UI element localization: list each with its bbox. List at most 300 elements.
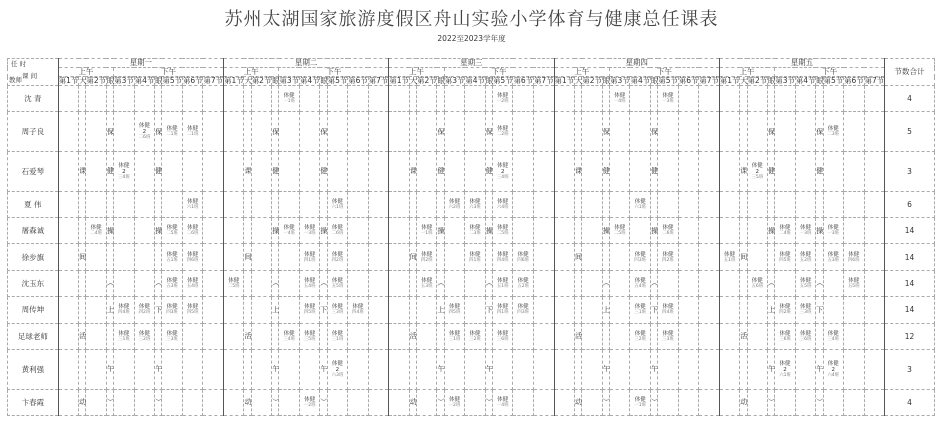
lesson-cell[interactable] xyxy=(844,244,865,270)
schedule-cell[interactable] xyxy=(609,349,630,389)
schedule-cell[interactable] xyxy=(182,349,203,389)
lesson-cell[interactable] xyxy=(630,297,651,323)
schedule-cell[interactable] xyxy=(203,244,224,270)
schedule-cell[interactable] xyxy=(775,389,796,415)
lesson-cell[interactable] xyxy=(465,217,486,243)
schedule-cell[interactable] xyxy=(114,191,135,217)
schedule-cell[interactable] xyxy=(554,270,575,296)
schedule-cell[interactable] xyxy=(844,297,865,323)
schedule-cell[interactable] xyxy=(582,191,603,217)
schedule-cell[interactable] xyxy=(678,217,699,243)
lesson-cell[interactable] xyxy=(823,323,844,349)
schedule-cell[interactable] xyxy=(533,217,554,243)
schedule-cell[interactable] xyxy=(609,389,630,415)
lesson-cell[interactable] xyxy=(327,217,348,243)
lesson-cell[interactable] xyxy=(609,217,630,243)
schedule-cell[interactable] xyxy=(864,112,885,152)
schedule-cell[interactable] xyxy=(416,297,437,323)
schedule-cell[interactable] xyxy=(444,270,465,296)
schedule-cell[interactable] xyxy=(251,389,272,415)
schedule-cell[interactable] xyxy=(162,86,183,112)
schedule-cell[interactable] xyxy=(389,323,410,349)
lesson-cell[interactable] xyxy=(795,270,816,296)
schedule-cell[interactable] xyxy=(844,349,865,389)
schedule-cell[interactable] xyxy=(251,112,272,152)
schedule-cell[interactable] xyxy=(114,349,135,389)
schedule-cell[interactable] xyxy=(699,244,720,270)
lesson-cell[interactable] xyxy=(134,323,155,349)
schedule-cell[interactable] xyxy=(658,389,679,415)
schedule-cell[interactable] xyxy=(251,86,272,112)
schedule-cell[interactable] xyxy=(348,244,369,270)
teacher-name[interactable]: 卞春霞 xyxy=(8,389,59,415)
schedule-cell[interactable] xyxy=(554,86,575,112)
teacher-name[interactable]: 足球老师 xyxy=(8,323,59,349)
teacher-name[interactable]: 周传坤 xyxy=(8,297,59,323)
schedule-cell[interactable] xyxy=(844,389,865,415)
schedule-cell[interactable] xyxy=(327,86,348,112)
lesson-cell[interactable] xyxy=(327,191,348,217)
lesson-cell[interactable] xyxy=(114,151,135,191)
schedule-cell[interactable] xyxy=(747,244,768,270)
schedule-cell[interactable] xyxy=(554,297,575,323)
schedule-cell[interactable] xyxy=(389,86,410,112)
schedule-cell[interactable] xyxy=(554,112,575,152)
schedule-cell[interactable] xyxy=(182,86,203,112)
schedule-cell[interactable] xyxy=(699,151,720,191)
schedule-cell[interactable] xyxy=(747,297,768,323)
schedule-cell[interactable] xyxy=(864,323,885,349)
schedule-cell[interactable] xyxy=(86,389,107,415)
schedule-cell[interactable] xyxy=(114,244,135,270)
schedule-cell[interactable] xyxy=(58,191,79,217)
schedule-cell[interactable] xyxy=(58,112,79,152)
lesson-cell[interactable] xyxy=(327,297,348,323)
schedule-cell[interactable] xyxy=(513,389,534,415)
schedule-cell[interactable] xyxy=(678,244,699,270)
schedule-cell[interactable] xyxy=(719,191,740,217)
schedule-cell[interactable] xyxy=(795,151,816,191)
schedule-cell[interactable] xyxy=(582,297,603,323)
schedule-cell[interactable] xyxy=(582,217,603,243)
schedule-cell[interactable] xyxy=(134,191,155,217)
schedule-cell[interactable] xyxy=(416,151,437,191)
schedule-cell[interactable] xyxy=(582,389,603,415)
schedule-cell[interactable] xyxy=(223,297,244,323)
schedule-cell[interactable] xyxy=(864,244,885,270)
lesson-cell[interactable] xyxy=(416,244,437,270)
schedule-cell[interactable] xyxy=(416,112,437,152)
schedule-cell[interactable] xyxy=(513,86,534,112)
lesson-cell[interactable] xyxy=(182,297,203,323)
schedule-cell[interactable] xyxy=(719,297,740,323)
lesson-cell[interactable] xyxy=(114,323,135,349)
lesson-cell[interactable] xyxy=(299,217,320,243)
schedule-cell[interactable] xyxy=(533,323,554,349)
lesson-cell[interactable] xyxy=(162,244,183,270)
schedule-cell[interactable] xyxy=(554,151,575,191)
lesson-cell[interactable] xyxy=(299,323,320,349)
schedule-cell[interactable] xyxy=(513,349,534,389)
schedule-cell[interactable] xyxy=(609,112,630,152)
schedule-cell[interactable] xyxy=(864,86,885,112)
schedule-cell[interactable] xyxy=(609,297,630,323)
lesson-cell[interactable] xyxy=(182,270,203,296)
schedule-cell[interactable] xyxy=(844,112,865,152)
schedule-cell[interactable] xyxy=(747,191,768,217)
lesson-cell[interactable] xyxy=(465,244,486,270)
schedule-cell[interactable] xyxy=(203,389,224,415)
schedule-cell[interactable] xyxy=(795,389,816,415)
schedule-cell[interactable] xyxy=(416,349,437,389)
schedule-cell[interactable] xyxy=(327,112,348,152)
schedule-cell[interactable] xyxy=(554,349,575,389)
lesson-cell[interactable] xyxy=(492,389,513,415)
lesson-cell[interactable] xyxy=(658,217,679,243)
schedule-cell[interactable] xyxy=(251,297,272,323)
schedule-cell[interactable] xyxy=(533,349,554,389)
schedule-cell[interactable] xyxy=(251,270,272,296)
schedule-cell[interactable] xyxy=(533,297,554,323)
schedule-cell[interactable] xyxy=(203,323,224,349)
schedule-cell[interactable] xyxy=(844,323,865,349)
lesson-cell[interactable] xyxy=(182,191,203,217)
lesson-cell[interactable] xyxy=(348,297,369,323)
schedule-cell[interactable] xyxy=(678,112,699,152)
lesson-cell[interactable] xyxy=(299,270,320,296)
schedule-cell[interactable] xyxy=(86,244,107,270)
schedule-cell[interactable] xyxy=(609,323,630,349)
lesson-cell[interactable] xyxy=(299,244,320,270)
schedule-cell[interactable] xyxy=(58,151,79,191)
lesson-cell[interactable] xyxy=(279,217,300,243)
schedule-cell[interactable] xyxy=(182,389,203,415)
schedule-cell[interactable] xyxy=(251,217,272,243)
schedule-cell[interactable] xyxy=(348,389,369,415)
schedule-cell[interactable] xyxy=(609,151,630,191)
schedule-cell[interactable] xyxy=(630,151,651,191)
lesson-cell[interactable] xyxy=(795,217,816,243)
schedule-cell[interactable] xyxy=(348,86,369,112)
schedule-cell[interactable] xyxy=(844,151,865,191)
schedule-cell[interactable] xyxy=(864,349,885,389)
schedule-cell[interactable] xyxy=(513,151,534,191)
schedule-cell[interactable] xyxy=(533,389,554,415)
lesson-cell[interactable] xyxy=(513,270,534,296)
schedule-cell[interactable] xyxy=(416,86,437,112)
schedule-cell[interactable] xyxy=(203,297,224,323)
lesson-cell[interactable] xyxy=(492,112,513,152)
schedule-cell[interactable] xyxy=(492,349,513,389)
schedule-cell[interactable] xyxy=(223,86,244,112)
lesson-cell[interactable] xyxy=(134,112,155,152)
lesson-cell[interactable] xyxy=(795,244,816,270)
lesson-cell[interactable] xyxy=(630,244,651,270)
schedule-cell[interactable] xyxy=(299,349,320,389)
schedule-cell[interactable] xyxy=(513,323,534,349)
schedule-cell[interactable] xyxy=(58,244,79,270)
schedule-cell[interactable] xyxy=(582,151,603,191)
schedule-cell[interactable] xyxy=(864,217,885,243)
schedule-cell[interactable] xyxy=(86,270,107,296)
schedule-cell[interactable] xyxy=(823,389,844,415)
schedule-cell[interactable] xyxy=(368,217,389,243)
schedule-cell[interactable] xyxy=(327,151,348,191)
schedule-cell[interactable] xyxy=(444,112,465,152)
lesson-cell[interactable] xyxy=(162,112,183,152)
schedule-cell[interactable] xyxy=(864,151,885,191)
schedule-cell[interactable] xyxy=(678,191,699,217)
schedule-cell[interactable] xyxy=(279,270,300,296)
lesson-cell[interactable] xyxy=(299,297,320,323)
schedule-cell[interactable] xyxy=(823,297,844,323)
schedule-cell[interactable] xyxy=(775,270,796,296)
schedule-cell[interactable] xyxy=(348,217,369,243)
schedule-cell[interactable] xyxy=(368,389,389,415)
lesson-cell[interactable] xyxy=(492,151,513,191)
schedule-cell[interactable] xyxy=(251,244,272,270)
schedule-cell[interactable] xyxy=(823,191,844,217)
schedule-cell[interactable] xyxy=(416,191,437,217)
schedule-cell[interactable] xyxy=(699,323,720,349)
schedule-cell[interactable] xyxy=(348,151,369,191)
teacher-name[interactable]: 沈玉东 xyxy=(8,270,59,296)
schedule-cell[interactable] xyxy=(368,270,389,296)
teacher-name[interactable]: 周子良 xyxy=(8,112,59,152)
lesson-cell[interactable] xyxy=(162,217,183,243)
schedule-cell[interactable] xyxy=(299,112,320,152)
schedule-cell[interactable] xyxy=(465,112,486,152)
schedule-cell[interactable] xyxy=(279,244,300,270)
schedule-cell[interactable] xyxy=(251,323,272,349)
schedule-cell[interactable] xyxy=(658,112,679,152)
schedule-cell[interactable] xyxy=(134,389,155,415)
schedule-cell[interactable] xyxy=(747,389,768,415)
schedule-cell[interactable] xyxy=(844,217,865,243)
schedule-cell[interactable] xyxy=(719,270,740,296)
schedule-cell[interactable] xyxy=(699,112,720,152)
schedule-cell[interactable] xyxy=(279,151,300,191)
lesson-cell[interactable] xyxy=(630,191,651,217)
schedule-cell[interactable] xyxy=(279,112,300,152)
lesson-cell[interactable] xyxy=(162,270,183,296)
lesson-cell[interactable] xyxy=(327,244,348,270)
schedule-cell[interactable] xyxy=(114,217,135,243)
schedule-cell[interactable] xyxy=(630,86,651,112)
schedule-cell[interactable] xyxy=(823,151,844,191)
schedule-cell[interactable] xyxy=(533,112,554,152)
schedule-cell[interactable] xyxy=(58,323,79,349)
schedule-cell[interactable] xyxy=(678,349,699,389)
lesson-cell[interactable] xyxy=(630,323,651,349)
schedule-cell[interactable] xyxy=(251,151,272,191)
lesson-cell[interactable] xyxy=(492,191,513,217)
schedule-cell[interactable] xyxy=(223,151,244,191)
schedule-cell[interactable] xyxy=(747,323,768,349)
schedule-cell[interactable] xyxy=(699,349,720,389)
lesson-cell[interactable] xyxy=(182,217,203,243)
lesson-cell[interactable] xyxy=(444,297,465,323)
schedule-cell[interactable] xyxy=(823,270,844,296)
lesson-cell[interactable] xyxy=(444,389,465,415)
schedule-cell[interactable] xyxy=(554,244,575,270)
schedule-cell[interactable] xyxy=(58,270,79,296)
schedule-cell[interactable] xyxy=(223,112,244,152)
schedule-cell[interactable] xyxy=(775,86,796,112)
schedule-cell[interactable] xyxy=(223,323,244,349)
schedule-cell[interactable] xyxy=(699,217,720,243)
schedule-cell[interactable] xyxy=(658,349,679,389)
schedule-cell[interactable] xyxy=(279,297,300,323)
schedule-cell[interactable] xyxy=(678,389,699,415)
schedule-cell[interactable] xyxy=(747,86,768,112)
schedule-cell[interactable] xyxy=(554,323,575,349)
lesson-cell[interactable] xyxy=(465,323,486,349)
schedule-cell[interactable] xyxy=(203,191,224,217)
schedule-cell[interactable] xyxy=(348,323,369,349)
schedule-cell[interactable] xyxy=(368,349,389,389)
schedule-cell[interactable] xyxy=(348,270,369,296)
schedule-cell[interactable] xyxy=(444,217,465,243)
lesson-cell[interactable] xyxy=(795,323,816,349)
teacher-name[interactable]: 沈 青 xyxy=(8,86,59,112)
schedule-cell[interactable] xyxy=(444,349,465,389)
lesson-cell[interactable] xyxy=(719,244,740,270)
schedule-cell[interactable] xyxy=(513,112,534,152)
schedule-cell[interactable] xyxy=(416,323,437,349)
lesson-cell[interactable] xyxy=(223,270,244,296)
lesson-cell[interactable] xyxy=(299,389,320,415)
schedule-cell[interactable] xyxy=(182,151,203,191)
lesson-cell[interactable] xyxy=(492,270,513,296)
schedule-cell[interactable] xyxy=(58,86,79,112)
lesson-cell[interactable] xyxy=(823,217,844,243)
schedule-cell[interactable] xyxy=(719,389,740,415)
schedule-cell[interactable] xyxy=(223,389,244,415)
lesson-cell[interactable] xyxy=(747,270,768,296)
schedule-cell[interactable] xyxy=(678,270,699,296)
schedule-cell[interactable] xyxy=(223,191,244,217)
schedule-cell[interactable] xyxy=(699,86,720,112)
schedule-cell[interactable] xyxy=(630,112,651,152)
teacher-name[interactable]: 夏 伟 xyxy=(8,191,59,217)
schedule-cell[interactable] xyxy=(795,191,816,217)
schedule-cell[interactable] xyxy=(223,244,244,270)
schedule-cell[interactable] xyxy=(348,349,369,389)
lesson-cell[interactable] xyxy=(327,323,348,349)
lesson-cell[interactable] xyxy=(775,349,796,389)
schedule-cell[interactable] xyxy=(864,270,885,296)
schedule-cell[interactable] xyxy=(747,217,768,243)
schedule-cell[interactable] xyxy=(389,112,410,152)
schedule-cell[interactable] xyxy=(513,217,534,243)
schedule-cell[interactable] xyxy=(678,323,699,349)
lesson-cell[interactable] xyxy=(513,244,534,270)
schedule-cell[interactable] xyxy=(389,297,410,323)
lesson-cell[interactable] xyxy=(823,112,844,152)
schedule-cell[interactable] xyxy=(465,297,486,323)
schedule-cell[interactable] xyxy=(533,244,554,270)
schedule-cell[interactable] xyxy=(368,297,389,323)
schedule-cell[interactable] xyxy=(58,349,79,389)
schedule-cell[interactable] xyxy=(279,191,300,217)
schedule-cell[interactable] xyxy=(795,112,816,152)
lesson-cell[interactable] xyxy=(823,244,844,270)
schedule-cell[interactable] xyxy=(775,151,796,191)
schedule-cell[interactable] xyxy=(368,323,389,349)
schedule-cell[interactable] xyxy=(719,323,740,349)
schedule-cell[interactable] xyxy=(327,389,348,415)
schedule-cell[interactable] xyxy=(134,244,155,270)
schedule-cell[interactable] xyxy=(368,191,389,217)
schedule-cell[interactable] xyxy=(368,151,389,191)
schedule-cell[interactable] xyxy=(389,151,410,191)
schedule-cell[interactable] xyxy=(658,151,679,191)
schedule-cell[interactable] xyxy=(609,270,630,296)
schedule-cell[interactable] xyxy=(279,349,300,389)
schedule-cell[interactable] xyxy=(823,86,844,112)
schedule-cell[interactable] xyxy=(86,112,107,152)
schedule-cell[interactable] xyxy=(348,191,369,217)
lesson-cell[interactable] xyxy=(747,151,768,191)
schedule-cell[interactable] xyxy=(251,191,272,217)
schedule-cell[interactable] xyxy=(864,297,885,323)
schedule-cell[interactable] xyxy=(747,112,768,152)
lesson-cell[interactable] xyxy=(658,86,679,112)
schedule-cell[interactable] xyxy=(134,86,155,112)
lesson-cell[interactable] xyxy=(86,217,107,243)
schedule-cell[interactable] xyxy=(348,112,369,152)
lesson-cell[interactable] xyxy=(630,270,651,296)
lesson-cell[interactable] xyxy=(775,297,796,323)
schedule-cell[interactable] xyxy=(444,86,465,112)
schedule-cell[interactable] xyxy=(699,191,720,217)
lesson-cell[interactable] xyxy=(492,244,513,270)
schedule-cell[interactable] xyxy=(554,217,575,243)
schedule-cell[interactable] xyxy=(465,389,486,415)
schedule-cell[interactable] xyxy=(203,270,224,296)
schedule-cell[interactable] xyxy=(699,297,720,323)
schedule-cell[interactable] xyxy=(658,270,679,296)
schedule-cell[interactable] xyxy=(678,151,699,191)
schedule-cell[interactable] xyxy=(844,191,865,217)
lesson-cell[interactable] xyxy=(327,349,348,389)
lesson-cell[interactable] xyxy=(492,86,513,112)
schedule-cell[interactable] xyxy=(864,389,885,415)
lesson-cell[interactable] xyxy=(658,323,679,349)
teacher-name[interactable]: 徐步旗 xyxy=(8,244,59,270)
lesson-cell[interactable] xyxy=(444,191,465,217)
lesson-cell[interactable] xyxy=(658,297,679,323)
schedule-cell[interactable] xyxy=(162,151,183,191)
schedule-cell[interactable] xyxy=(465,349,486,389)
schedule-cell[interactable] xyxy=(582,349,603,389)
schedule-cell[interactable] xyxy=(389,270,410,296)
schedule-cell[interactable] xyxy=(86,86,107,112)
lesson-cell[interactable] xyxy=(823,349,844,389)
teacher-name[interactable]: 黄利强 xyxy=(8,349,59,389)
schedule-cell[interactable] xyxy=(775,112,796,152)
schedule-cell[interactable] xyxy=(86,297,107,323)
schedule-cell[interactable] xyxy=(719,151,740,191)
schedule-cell[interactable] xyxy=(86,323,107,349)
schedule-cell[interactable] xyxy=(533,270,554,296)
schedule-cell[interactable] xyxy=(134,349,155,389)
schedule-cell[interactable] xyxy=(582,270,603,296)
schedule-cell[interactable] xyxy=(775,191,796,217)
schedule-cell[interactable] xyxy=(114,86,135,112)
schedule-cell[interactable] xyxy=(582,244,603,270)
